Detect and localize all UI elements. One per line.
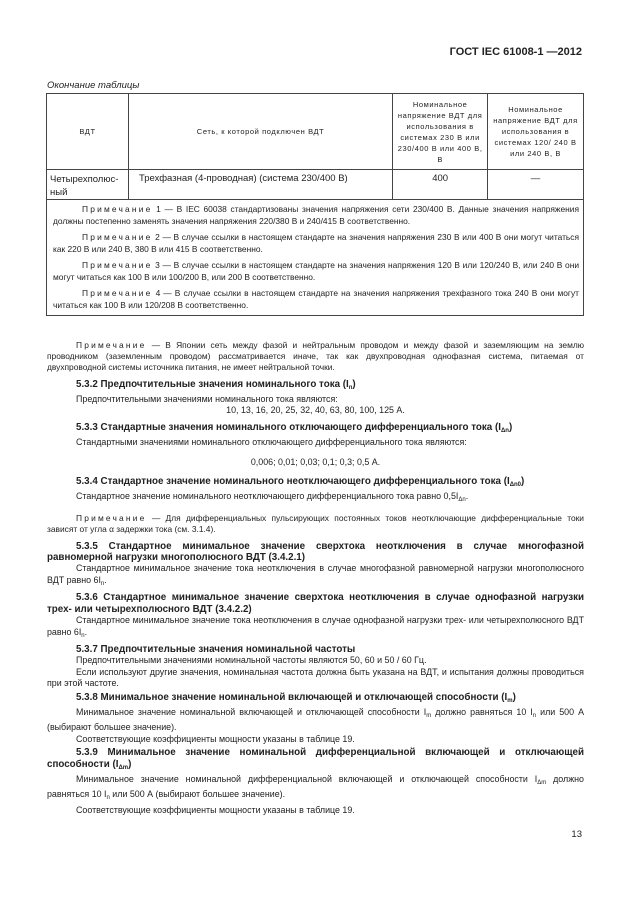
- section-5-3-7-text-2: Если используют другие значения, номинальная частота должна быть указана на ВДТ, и испытания должны проводиться при этой частоте.: [47, 666, 584, 689]
- header-rcd: ВДТ: [47, 94, 129, 170]
- section-5-3-6-text: Стандартное минимальное значение тока неотключения в случае однофазной нагрузки трех- или четырехполюсного ВДТ равно $6I_n$.: [47, 615, 584, 639]
- cell-network: Трехфазная (4-проводная) (система 230/400 В): [128, 170, 392, 200]
- header-voltage-120: Номинальное напряжение ВДТ для использования в системах 120/ 240 В или 240 В, В: [488, 94, 584, 170]
- table-header-row: [47, 94, 584, 170]
- section-5-3-2-values: 10, 13, 16, 20, 25, 32, 40, 63, 80, 100, 125 А.: [226, 405, 405, 416]
- section-5-3-9-title: 5.3.9 Минимальное значение номинальной дифференциальной включающей и отключающей способности $(I_{\Delta m})$: [47, 747, 584, 771]
- document-body: [47, 340, 584, 816]
- section-5-3-8-text-2: Соответствующие коэффициенты мощности указаны в таблице 19.: [76, 733, 355, 744]
- section-5-3-6-title: 5.3.6 Стандартное минимальное значение сверхтока неотключения в случае однофазной нагрузки трех- или четырехполюсного ВДТ (3.4.2.2): [47, 592, 584, 615]
- cell-rcd-type: Четырехполюс-ный: [47, 170, 129, 200]
- table-note-1: Примечание 1 — В IEC 60038 стандартизованы значения напряжения сети 230/400 В. Данные значения напряжения должны постепенно заменять значения напряжения 220/380 В и 240/415 В соответственно.: [53, 204, 579, 226]
- header-network: Сеть, к которой подключен ВДТ: [128, 94, 392, 170]
- page-number: 13: [571, 829, 582, 840]
- section-5-3-9-text-2: Соответствующие коэффициенты мощности указаны в таблице 19.: [76, 804, 355, 815]
- section-5-3-5-text: Стандартное минимальное значение тока неотключения в случае многофазной равномерной нагрузки многополюсного ВДТ равно $6I_n$.: [47, 563, 584, 587]
- cell-voltage-230: 400: [393, 170, 488, 200]
- voltage-table: [46, 93, 584, 316]
- section-5-3-7-text-1: Предпочтительными значениями номинальной частоты являются 50, 60 и 50 / 60 Гц.: [76, 655, 427, 666]
- section-5-3-2-text: Предпочтительными значениями номинального тока являются:: [76, 394, 338, 405]
- section-5-3-3-text: Стандартными значениями номинального отключающего дифференциального тока являются:: [76, 437, 467, 448]
- section-5-3-9-text: Минимальное значение номинальной дифференциальной включающей и отключающей способности $I_{\Delta m}$ должно равняться 10 $I_n$ или 500 А (выбирают большее значение).: [47, 773, 584, 802]
- section-5-3-8-text: Минимальное значение номинальной включающей и отключающей способности $I_m$ должно равняться 10 $I_n$ или 500 А (выбирают большее значение).: [47, 706, 584, 733]
- note-japan: Примечание — В Японии сеть между фазой и нейтральным проводом и между фазой и заземляющим на землю проводником (заземленным проводом) рассматривается иначе, так как двухпроводная однофазная система, питаемая от двухпроводной системы источника питания, не имеет нейтральной точки.: [47, 340, 584, 373]
- section-5-3-4-title: 5.3.4 Стандартное значение номинального неотключающего дифференциального тока $(I_{\Delta n0})$: [76, 476, 525, 489]
- section-5-3-5-title: 5.3.5 Стандартное минимальное значение сверхтока неотключения в случае многофазной равномерной нагрузки многополюсного ВДТ (3.4.2.1): [47, 540, 584, 564]
- table-row: [47, 170, 584, 200]
- header-voltage-230: Номинальное напряжение ВДТ для использования в системах 230 В или 230/400 В или 400 В, В: [393, 94, 488, 170]
- table-notes: [47, 200, 584, 316]
- table-note-4: Примечание 4 — В случае ссылки в настоящем стандарте на значения напряжения трехфазного тока 240 В они могут читаться как 100 В или 120/208 В соответственно.: [53, 288, 579, 310]
- section-5-3-8-title: 5.3.8 Минимальное значение номинальной включающей и отключающей способности $(I_m)$: [76, 691, 516, 704]
- table-caption: Окончание таблицы: [47, 80, 140, 91]
- section-5-3-3-values: 0,006; 0,01; 0,03; 0,1; 0,3; 0,5 А.: [250, 456, 381, 467]
- section-5-3-4-note: Примечание — Для дифференциальных пульсирующих постоянных токов неотключающие дифференциальные токи зависят от угла α задержки тока (см. 3.1.4).: [47, 512, 584, 535]
- table-note-3: Примечание 3 — В случае ссылки в настоящем стандарте на значения напряжения 120 В или 120/240 В, или 240 В они могут читаться как 100 В или 100/200 В, или 200 В соответственно.: [53, 260, 579, 282]
- section-5-3-4-text: Стандартное значение номинального неотключающего дифференциального тока равно $0,5I_{\Delta n}$.: [76, 491, 469, 504]
- section-5-3-3-title: 5.3.3 Стандартные значения номинального отключающего дифференциального тока $(I_{\Delta n})$: [76, 421, 513, 434]
- section-5-3-2-title: 5.3.2 Предпочтительные значения номинального тока $(I_n)$: [76, 378, 356, 391]
- cell-voltage-120: —: [488, 170, 584, 200]
- section-5-3-7-title: 5.3.7 Предпочтительные значения номинальной частоты: [76, 643, 356, 655]
- table-notes-row: [47, 200, 584, 316]
- standard-header: ГОСТ IEC 61008-1 —2012: [449, 46, 582, 58]
- table-note-2: Примечание 2 — В случае ссылки в настоящем стандарте на значения напряжения 230 В или 400 В они могут читаться как 220 В или 240 В, 380 В или 415 В соответственно.: [53, 232, 579, 254]
